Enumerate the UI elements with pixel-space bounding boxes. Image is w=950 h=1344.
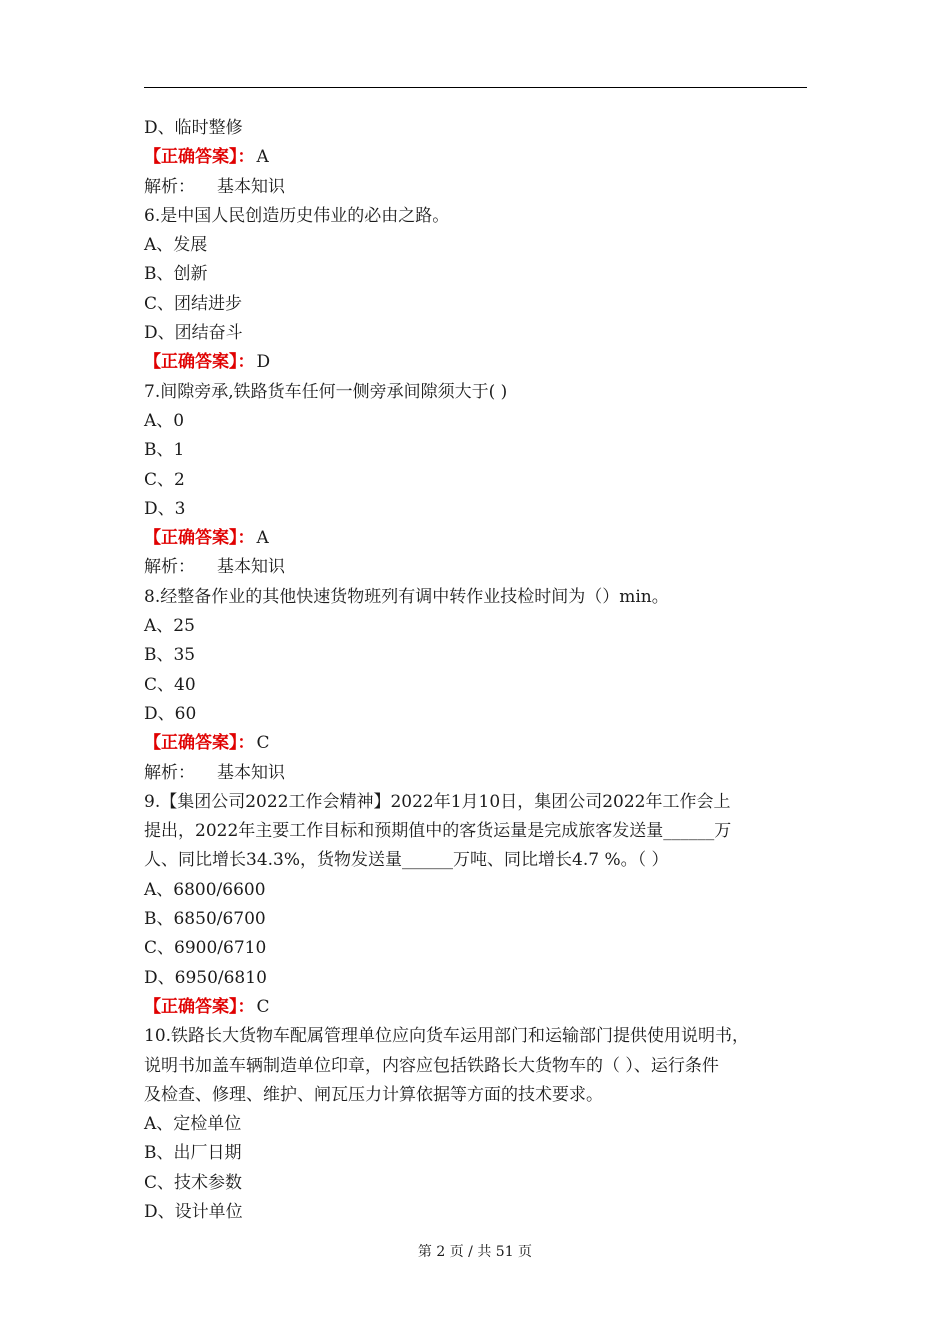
q7-answer-row	[144, 524, 807, 553]
q9-answer: C	[256, 996, 270, 1017]
analysis-label: 解析：	[144, 557, 195, 578]
q9-stem-line-3: 人、同比增长34.3%，货物发送量______万吨、同比增长4.7 %。（ ）	[144, 850, 669, 871]
q7-option-d: D、3	[144, 498, 186, 519]
q9-option-d: D、6950/6810	[144, 967, 267, 988]
q7-analysis-row	[144, 553, 807, 582]
q7-option-b: B、1	[144, 440, 185, 461]
answer-label: 【正确答案】：	[144, 147, 255, 168]
q8-answer-row	[144, 729, 807, 758]
q6-option-d: D、团结奋斗	[144, 323, 243, 344]
page-footer: 第 2 页 / 共 51 页	[417, 1244, 533, 1260]
q9-option-a: A、6800/6600	[144, 879, 266, 900]
q8-analysis: 基本知识	[217, 762, 285, 783]
q8-option-b: B、35	[144, 645, 196, 666]
q6-answer-row	[144, 348, 807, 377]
q5-answer-row	[144, 143, 807, 172]
q6-option-a: A、发展	[144, 235, 208, 256]
header-rule	[144, 87, 807, 88]
q8-option-a: A、25	[144, 616, 195, 637]
q9-option-c: C、6900/6710	[144, 938, 267, 959]
q9-answer-row	[144, 993, 807, 1022]
q9-stem-line-2: 提出，2022年主要工作目标和预期值中的客货运量是完成旅客发送量______万	[144, 821, 732, 842]
q8-stem: 8.经整备作业的其他快速货物班列有调中转作业技检时间为（）min。	[144, 586, 669, 607]
q10-option-c: C、技术参数	[144, 1172, 243, 1193]
document-body	[144, 114, 807, 1227]
answer-label: 【正确答案】：	[144, 996, 255, 1017]
q6-option-b: B、创新	[144, 264, 208, 285]
q9-option-b: B、6850/6700	[144, 909, 266, 930]
q7-answer: A	[256, 528, 269, 549]
q7-analysis: 基本知识	[217, 557, 285, 578]
answer-label: 【正确答案】：	[144, 528, 255, 549]
q10-stem-line-2: 说明书加盖车辆制造单位印章，内容应包括铁路长大货物车的（ ）、运行条件	[144, 1055, 719, 1076]
q6-answer: D	[256, 352, 271, 373]
q8-option-d: D、60	[144, 703, 197, 724]
q5-answer: A	[256, 147, 269, 168]
q8-option-c: C、40	[144, 674, 196, 695]
q9-stem-line-1: 9.【集团公司2022工作会精神】2022年1月10日，集团公司2022年工作会上	[144, 791, 731, 812]
q10-option-a: A、定检单位	[144, 1114, 242, 1135]
q7-option-a: A、0	[144, 410, 185, 431]
q10-option-b: B、出厂日期	[144, 1143, 242, 1164]
answer-label: 【正确答案】：	[144, 352, 255, 373]
analysis-label: 解析：	[144, 176, 195, 197]
q10-stem-line-1: 10.铁路长大货物车配属管理单位应向货车运用部门和运输部门提供使用说明书，	[144, 1026, 750, 1047]
q10-stem-line-3: 及检查、修理、维护、闸瓦压力计算依据等方面的技术要求。	[144, 1084, 603, 1105]
answer-label: 【正确答案】：	[144, 733, 255, 754]
q7-stem: 7.间隙旁承,铁路货车任何一侧旁承间隙须大于( )	[144, 381, 508, 402]
q5-option-d: D、临时整修	[144, 118, 243, 138]
q7-option-c: C、2	[144, 469, 185, 490]
q5-analysis-row	[144, 173, 807, 202]
q8-analysis-row	[144, 759, 807, 788]
q8-answer: C	[256, 733, 270, 754]
q5-analysis: 基本知识	[217, 176, 285, 197]
q6-stem: 6.是中国人民创造历史伟业的必由之路。	[144, 205, 450, 226]
analysis-label: 解析：	[144, 762, 195, 783]
q10-option-d: D、设计单位	[144, 1201, 243, 1222]
q6-option-c: C、团结进步	[144, 293, 243, 314]
